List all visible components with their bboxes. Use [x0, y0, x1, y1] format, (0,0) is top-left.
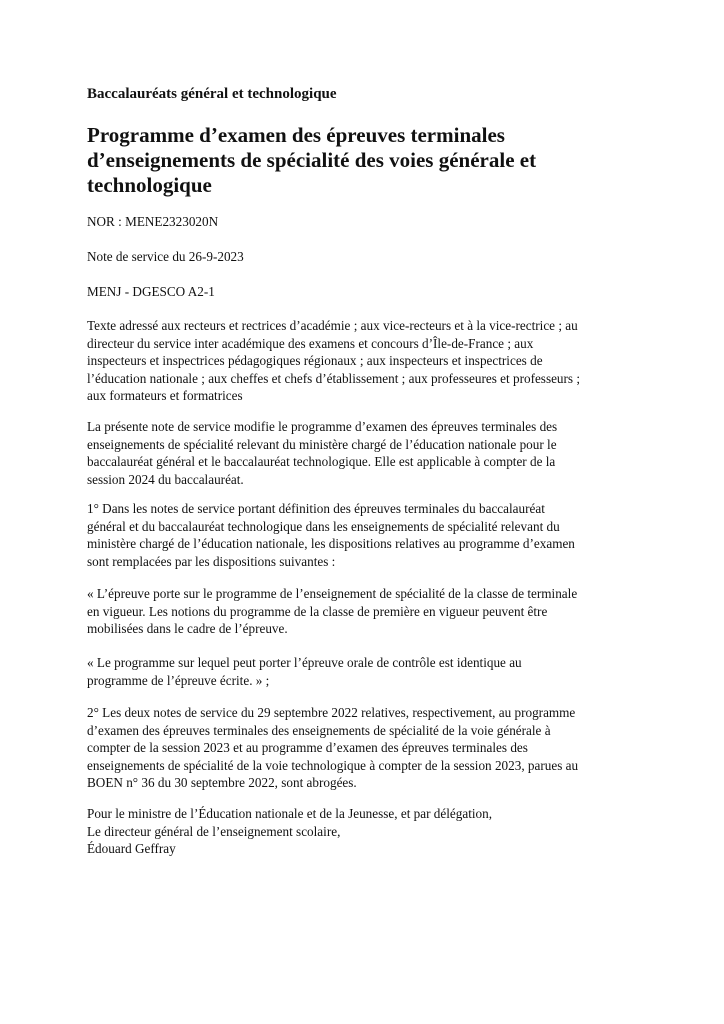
issuer-reference: MENJ - DGESCO A2-1 — [87, 284, 215, 299]
signatory-name: Édouard Geffray — [87, 841, 176, 856]
text-line: ministère chargé de l’éducation nationale, les dispositions relatives au programme d’examen — [87, 536, 575, 551]
text-line: 2° Les deux notes de service du 29 septembre 2022 relatives, respectivement, au programme — [87, 705, 576, 720]
text-line: enseignements de spécialité de la voie technologique à compter de la session 2023, parues au — [87, 757, 579, 773]
text-line: session 2024 du baccalauréat. — [87, 471, 244, 487]
text-line: inspecteurs et inspectrices pédagogiques régionaux ; aux inspecteurs et inspectrices de — [87, 353, 543, 368]
text-line: 1° Dans les notes de service portant définition des épreuves terminales du baccalauréat — [87, 501, 545, 516]
note-date: Note de service du 26-9-2023 — [87, 249, 244, 264]
article-1-paragraph — [87, 500, 647, 570]
text-line: programme de l’épreuve écrite. » ; — [87, 672, 270, 688]
article-2-paragraph — [87, 704, 647, 792]
addressees-paragraph — [87, 317, 647, 405]
title-line: d’enseignements de spécialité des voies générale et — [87, 148, 537, 172]
quoted-provision-2 — [87, 654, 647, 689]
purpose-paragraph — [87, 418, 647, 488]
text-line: aux formateurs et formatrices — [87, 388, 243, 403]
text-line: « L’épreuve porte sur le programme de l’enseignement de spécialité de la classe de terminale — [87, 586, 578, 601]
text-line: d’examen des épreuves terminales des enseignements de spécialité de la voie générale à — [87, 722, 551, 738]
signature-block — [87, 805, 647, 858]
text-line: baccalauréat général et le baccalauréat technologique. Elle est applicable à compter de la — [87, 454, 556, 469]
text-line: compter de la session 2023 et au programme d’examen des épreuves terminales des — [87, 740, 528, 755]
text-line: Texte adressé aux recteurs et rectrices d’académie ; aux vice-recteurs et à la vice-rectrice ; au — [87, 318, 578, 333]
title-line: Programme d’examen des épreuves terminales — [87, 123, 505, 147]
document-kicker: Baccalauréats général et technologique — [87, 86, 337, 102]
signature-line: Pour le ministre de l’Éducation nationale et de la Jeunesse, et par délégation, — [87, 806, 493, 821]
text-line: en vigueur. Les notions du programme de la classe de première en vigueur peuvent être — [87, 603, 548, 619]
text-line: directeur du service inter académique des examens et concours d’Île-de-France ; aux — [87, 335, 534, 351]
signature-line: Le directeur général de l’enseignement scolaire, — [87, 823, 341, 839]
nor-reference: NOR : MENE2323020N — [87, 214, 219, 229]
text-line: général et du baccalauréat technologique dans les enseignements de spécialité relevant du — [87, 518, 560, 534]
text-line: BOEN n° 36 du 30 septembre 2022, sont abrogées. — [87, 775, 357, 790]
text-line: enseignements de spécialité relevant du ministère chargé de l’éducation nationale pour le — [87, 436, 557, 452]
text-line: « Le programme sur lequel peut porter l’épreuve orale de contrôle est identique au — [87, 655, 522, 670]
quoted-provision-1 — [87, 585, 647, 638]
document-title — [87, 123, 647, 198]
text-line: mobilisées dans le cadre de l’épreuve. — [87, 621, 288, 636]
text-line: l’éducation nationale ; aux cheffes et chefs d’établissement ; aux professeures et professeurs ; — [87, 370, 581, 386]
text-line: La présente note de service modifie le programme d’examen des épreuves terminales des — [87, 419, 558, 434]
text-line: sont remplacées par les dispositions suivantes : — [87, 553, 336, 569]
title-line: technologique — [87, 173, 212, 197]
